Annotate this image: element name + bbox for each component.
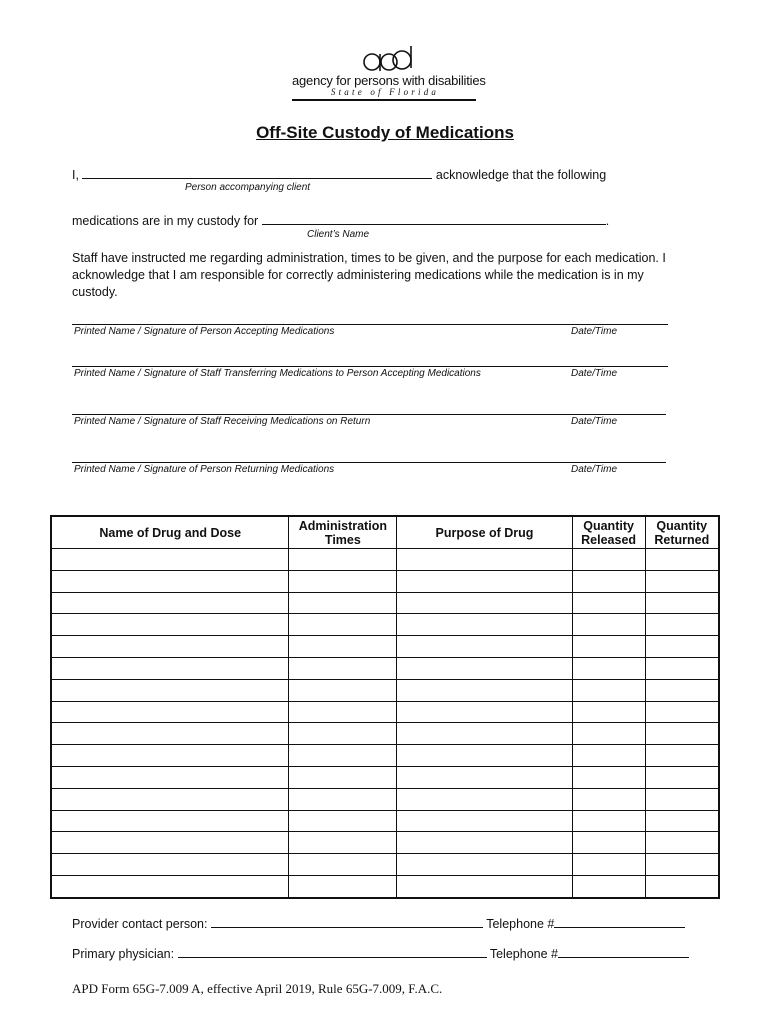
header-quantity-released: Quantity Released: [572, 516, 645, 549]
table-cell[interactable]: [397, 723, 572, 745]
table-cell[interactable]: [397, 701, 572, 723]
signature-date-label-2: Date/Time: [571, 368, 618, 379]
table-cell[interactable]: [572, 570, 645, 592]
provider-contact-line: [72, 915, 685, 931]
table-cell[interactable]: [397, 679, 572, 701]
agency-name: agency for persons with disabilities: [292, 73, 486, 88]
custody-prefix: medications are in my custody for: [72, 214, 259, 228]
table-row: [51, 592, 719, 614]
table-cell[interactable]: [645, 875, 719, 898]
table-cell[interactable]: [51, 614, 289, 636]
provider-telephone-field[interactable]: [554, 915, 685, 928]
provider-contact-label: Provider contact person:: [72, 917, 208, 931]
table-row: [51, 745, 719, 767]
signature-label-3: Printed Name / Signature of Staff Receiving Medications on Return: [74, 416, 371, 427]
table-cell[interactable]: [645, 701, 719, 723]
table-cell[interactable]: [289, 810, 397, 832]
table-cell[interactable]: [51, 657, 289, 679]
form-identifier: APD Form 65G-7.009 A, effective April 2019, Rule 65G-7.009, F.A.C.: [72, 981, 443, 996]
signature-label-4: Printed Name / Signature of Person Returning Medications: [74, 464, 335, 475]
apd-logo-mark: [358, 44, 418, 74]
table-row: [51, 810, 719, 832]
table-cell[interactable]: [645, 810, 719, 832]
table-cell[interactable]: [572, 592, 645, 614]
table-cell[interactable]: [289, 854, 397, 876]
table-cell[interactable]: [645, 766, 719, 788]
table-cell[interactable]: [397, 657, 572, 679]
table-row: [51, 723, 719, 745]
table-cell[interactable]: [289, 592, 397, 614]
acknowledgement-line: [72, 166, 606, 182]
table-cell[interactable]: [572, 832, 645, 854]
table-cell[interactable]: [397, 854, 572, 876]
table-cell[interactable]: [289, 701, 397, 723]
table-cell[interactable]: [289, 636, 397, 658]
signature-line-1[interactable]: [72, 324, 668, 325]
table-cell[interactable]: [51, 723, 289, 745]
table-row: [51, 701, 719, 723]
table-cell[interactable]: [397, 810, 572, 832]
table-cell[interactable]: [289, 657, 397, 679]
table-cell[interactable]: [51, 679, 289, 701]
table-cell[interactable]: [51, 701, 289, 723]
table-cell[interactable]: [572, 745, 645, 767]
table-cell[interactable]: [397, 549, 572, 571]
table-cell[interactable]: [572, 679, 645, 701]
primary-physician-label: Primary physician:: [72, 947, 175, 961]
table-cell[interactable]: [289, 679, 397, 701]
table-cell[interactable]: [397, 570, 572, 592]
table-cell[interactable]: [289, 766, 397, 788]
table-cell[interactable]: [51, 570, 289, 592]
signature-label-1: Printed Name / Signature of Person Accepting Medications: [74, 326, 335, 337]
table-cell[interactable]: [51, 745, 289, 767]
table-cell[interactable]: [51, 636, 289, 658]
table-row: [51, 875, 719, 898]
table-cell[interactable]: [51, 854, 289, 876]
table-cell[interactable]: [572, 766, 645, 788]
table-cell[interactable]: [51, 810, 289, 832]
table-cell[interactable]: [289, 570, 397, 592]
table-row: [51, 549, 719, 571]
primary-physician-field[interactable]: [178, 945, 487, 958]
statement-paragraph: Staff have instructed me regarding administration, times to be given, and the purpose for each medication. I acknowledge that I am responsible for correctly administering medications while the medication is in my custody.: [72, 251, 666, 299]
table-cell[interactable]: [645, 549, 719, 571]
table-row: [51, 854, 719, 876]
client-name-caption: Client’s Name: [307, 229, 370, 240]
table-cell[interactable]: [645, 723, 719, 745]
table-cell[interactable]: [51, 832, 289, 854]
table-cell[interactable]: [51, 549, 289, 571]
table-cell[interactable]: [289, 614, 397, 636]
table-cell[interactable]: [645, 636, 719, 658]
table-cell[interactable]: [397, 745, 572, 767]
table-row: [51, 614, 719, 636]
apd-logo: [358, 44, 418, 74]
table-cell[interactable]: [645, 614, 719, 636]
physician-telephone-label: Telephone #: [489, 947, 558, 961]
custody-suffix: .: [605, 214, 610, 228]
table-cell[interactable]: [51, 766, 289, 788]
table-cell[interactable]: [645, 657, 719, 679]
table-cell[interactable]: [645, 570, 719, 592]
table-cell[interactable]: [397, 788, 572, 810]
client-name-field[interactable]: [262, 212, 606, 225]
table-cell[interactable]: [397, 832, 572, 854]
table-row: [51, 788, 719, 810]
acknowledgement-prefix: I,: [72, 168, 79, 182]
table-row: [51, 570, 719, 592]
provider-contact-field[interactable]: [211, 915, 483, 928]
table-cell[interactable]: [572, 636, 645, 658]
table-row: [51, 636, 719, 658]
table-cell[interactable]: [645, 592, 719, 614]
table-header-row: [51, 516, 719, 549]
table-cell[interactable]: [289, 723, 397, 745]
primary-physician-line: [72, 945, 689, 961]
physician-telephone-field[interactable]: [558, 945, 689, 958]
header-purpose: Purpose of Drug: [397, 516, 572, 549]
table-cell[interactable]: [572, 810, 645, 832]
person-accompanying-caption: Person accompanying client: [185, 182, 311, 193]
table-cell[interactable]: [51, 592, 289, 614]
table-row: [51, 766, 719, 788]
header-drug-dose: Name of Drug and Dose: [51, 516, 289, 549]
person-accompanying-field[interactable]: [82, 166, 432, 179]
table-row: [51, 832, 719, 854]
table-cell[interactable]: [645, 745, 719, 767]
table-cell[interactable]: [645, 832, 719, 854]
table-cell[interactable]: [572, 701, 645, 723]
table-cell[interactable]: [572, 723, 645, 745]
header-administration-times: Administration Times: [289, 516, 397, 549]
state-name: State of Florida: [330, 87, 440, 97]
medication-table: [50, 515, 720, 899]
table-cell[interactable]: [289, 788, 397, 810]
custody-line: [72, 212, 609, 228]
table-cell[interactable]: [289, 875, 397, 898]
table-cell[interactable]: [645, 679, 719, 701]
signature-label-2: Printed Name / Signature of Staff Transferring Medications to Person Accepting Medications: [74, 368, 481, 379]
signature-date-label-3: Date/Time: [571, 416, 618, 427]
table-cell[interactable]: [645, 788, 719, 810]
signature-line-3[interactable]: [72, 414, 666, 415]
table-cell[interactable]: [572, 614, 645, 636]
page-title: Off-Site Custody of Medications: [256, 123, 514, 142]
header-quantity-returned: Quantity Returned: [645, 516, 719, 549]
acknowledgement-suffix: acknowledge that the following: [435, 168, 607, 182]
table-cell[interactable]: [572, 549, 645, 571]
signature-date-label-4: Date/Time: [571, 464, 618, 475]
table-cell[interactable]: [397, 875, 572, 898]
table-cell[interactable]: [51, 788, 289, 810]
signature-date-label-1: Date/Time: [571, 326, 618, 337]
table-cell[interactable]: [572, 854, 645, 876]
table-cell[interactable]: [572, 788, 645, 810]
table-cell[interactable]: [397, 766, 572, 788]
table-cell[interactable]: [51, 875, 289, 898]
table-row: [51, 657, 719, 679]
table-cell[interactable]: [397, 614, 572, 636]
table-cell[interactable]: [289, 549, 397, 571]
table-cell[interactable]: [397, 592, 572, 614]
signature-line-2[interactable]: [72, 366, 668, 367]
medication-rows: [51, 549, 719, 899]
table-cell[interactable]: [645, 854, 719, 876]
table-cell[interactable]: [572, 657, 645, 679]
table-cell[interactable]: [289, 832, 397, 854]
table-row: [51, 679, 719, 701]
table-cell[interactable]: [397, 636, 572, 658]
table-cell[interactable]: [572, 875, 645, 898]
logo-divider: [292, 99, 476, 101]
signature-line-4[interactable]: [72, 462, 666, 463]
provider-telephone-label: Telephone #: [486, 917, 555, 931]
table-cell[interactable]: [289, 745, 397, 767]
